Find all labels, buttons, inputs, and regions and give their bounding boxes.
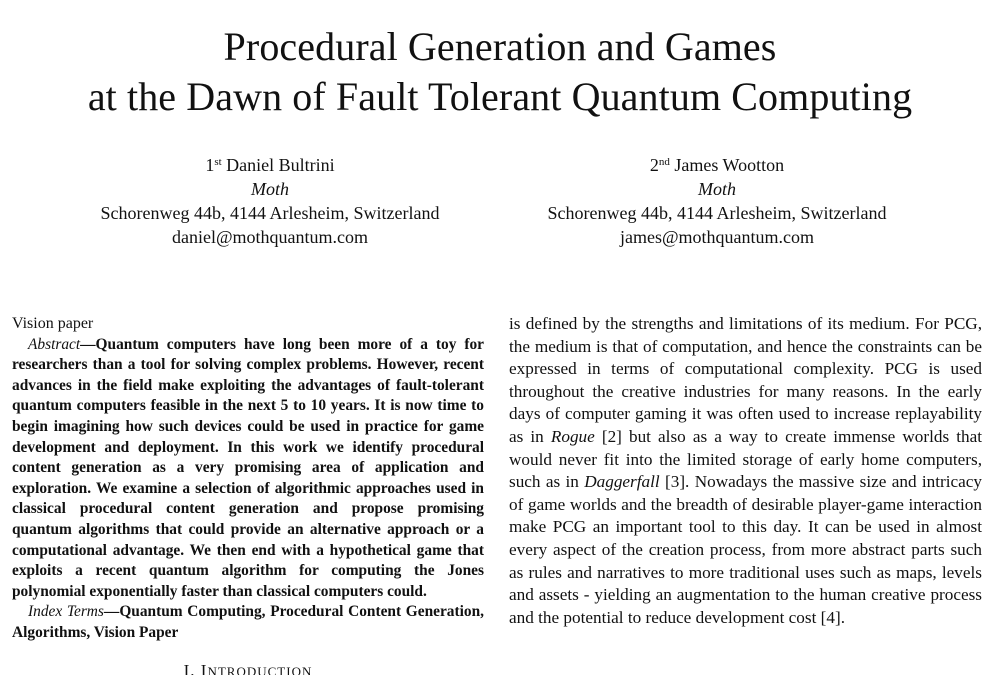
index-terms-label: Index Terms	[28, 603, 104, 621]
author-address: Schorenweg 44b, 4144 Arlesheim, Switzerland	[547, 203, 887, 223]
author-name: 1st Daniel Bultrini	[205, 155, 335, 175]
author-organization: Moth	[251, 179, 289, 199]
game-title-rogue: Rogue	[550, 426, 595, 446]
index-terms-text: —Quantum Computing, Procedural Content Generation, Algorithms, Vision Paper	[12, 603, 484, 641]
author-organization: Moth	[698, 179, 736, 199]
author-name: 2nd James Wootton	[649, 155, 785, 175]
section-title: INTRODUCTION	[200, 661, 313, 675]
right-column-body	[509, 313, 982, 629]
abstract	[12, 335, 484, 603]
author-address: Schorenweg 44b, 4144 Arlesheim, Switzerland	[100, 203, 440, 223]
abstract-text: —Quantum computers have long been more of a toy for researchers than a tool for solving complex problems. However, recent advances in the field make exploiting the advantages of fault-tolerant quantum computers feasible in the next 5 to 10 years. It is now time to begin imagining how such devices could be used in practice for game development and deployment. In this work we identify procedural content generation as a very promising area of application and exploration. We examine a selection of algorithmic approaches used in classical procedural content generation and propose promising quantum algorithms that could provide an alternative approach or a computational advantage. We then end with a hypothetical game that exploits a recent quantum algorithm for computing the Jones polynomial exponentially faster than classical computers could.	[12, 335, 484, 600]
left-column	[12, 314, 484, 644]
author-block-2	[487, 153, 947, 249]
abstract-label: Abstract	[28, 335, 81, 353]
section-number: I.	[183, 661, 196, 675]
title-line-1: Procedural Generation and Games	[223, 24, 777, 69]
author-email: james@mothquantum.com	[619, 227, 815, 247]
title-line-2: at the Dawn of Fault Tolerant Quantum Computing	[87, 74, 913, 119]
body-text-part-2: [2] but also as a way to create immense worlds that would never fit into the limited storage of early home computers, such as in	[509, 426, 982, 492]
section-heading	[12, 661, 484, 675]
author-email: daniel@mothquantum.com	[171, 227, 369, 247]
body-text-part-3: [3]. Nowadays the massive size and intricacy of game worlds and the breadth of desirable player-game interaction make PCG an important tool to this day. It can be used in almost every aspect of the creation process, from more abstract parts such as rules and narratives to more traditional uses such as maps, levels and assets - yielding an augmentation to the human creative process and the potential to reduce development cost [4].	[509, 472, 982, 627]
game-title-daggerfall: Daggerfall	[584, 472, 660, 492]
paper-type-label: Vision paper	[12, 315, 94, 332]
body-text-part-1: is defined by the strengths and limitations of its medium. For PCG, the medium is that of computation, and hence the constraints can be expressed in terms of computational complexity. PCG is used throughout the creative industries for many reasons. In the early days of computer gaming it was often used to increase replayability as in	[509, 314, 982, 446]
author-block-1	[40, 153, 500, 249]
paper-title	[0, 22, 1000, 122]
index-terms	[12, 602, 484, 643]
